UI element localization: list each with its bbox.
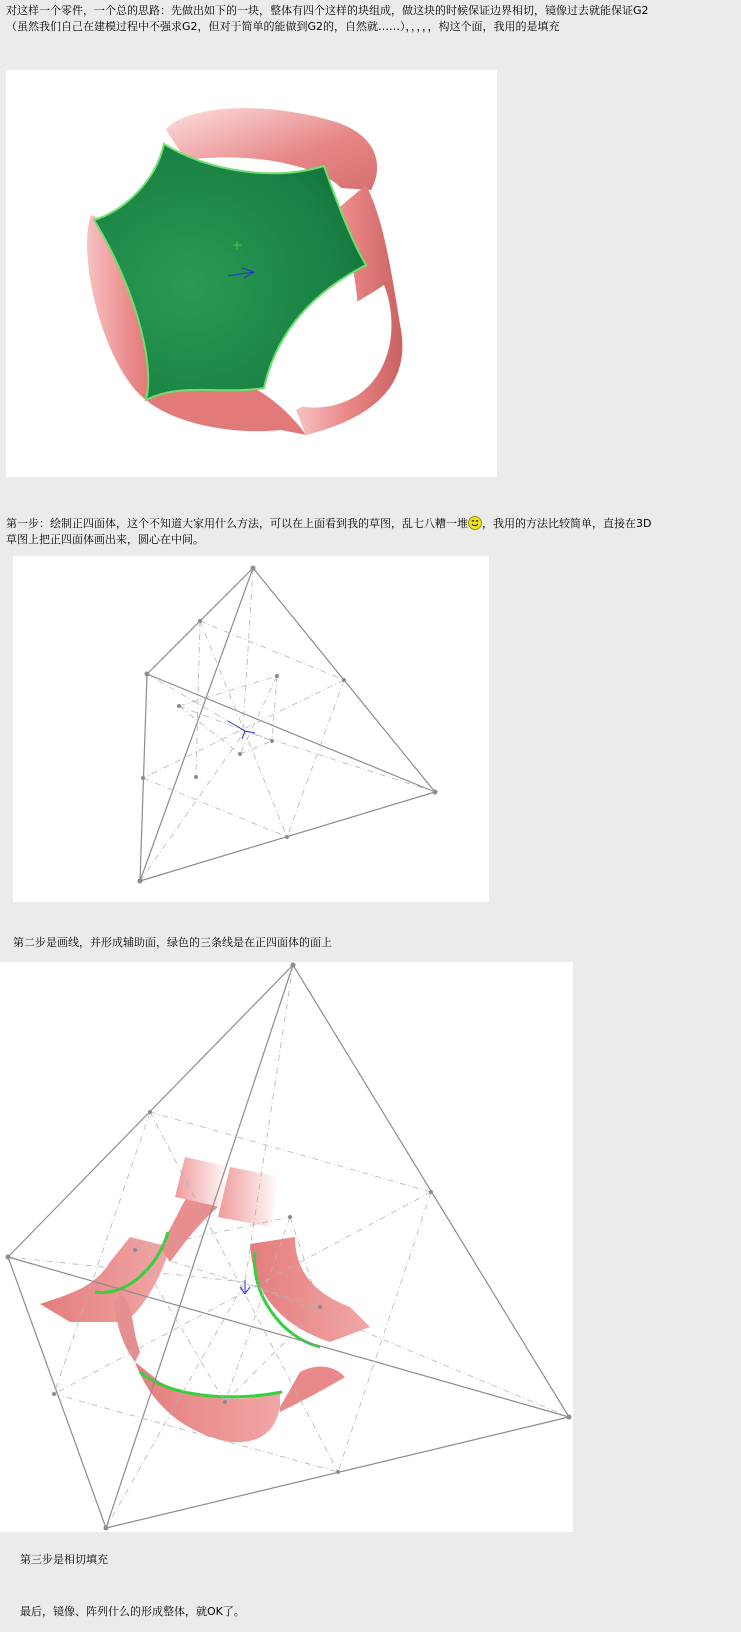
step1-text-b: ，我用的方法比较简单，直接在3D: [482, 517, 652, 530]
intro-line-1: 对这样一个零件，一个总的思路：先做出如下的一块，整体有四个这样的块组成，做这块的时候保证边界相切，镜像过去就能保证G2: [6, 4, 649, 17]
step1-line-1: [6, 516, 651, 532]
step1-text-a: 第一步：绘制正四面体，这个不知道大家用什么方法，可以在上面看到我的草图，乱七八糟一堆: [6, 517, 468, 530]
axis-triad-icon: [228, 721, 255, 739]
smiley-emoji-icon: [468, 516, 482, 530]
figure-tetrahedron-sketch: [13, 556, 489, 902]
step2-line: 第二步是画线，并形成辅助面，绿色的三条线是在正四面体的面上: [13, 936, 332, 949]
final-line: 最后，镜像、阵列什么的形成整体，就OK了。: [20, 1605, 245, 1618]
intro-line-2: （虽然我们自己在建模过程中不强求G2，但对于简单的能做到G2的，自然就……），，，，，构这个面，我用的是填充: [6, 20, 560, 33]
step3-line: 第三步是相切填充: [20, 1553, 108, 1566]
figure-part-render: [6, 70, 497, 477]
step1-line-2: 草图上把正四面体画出来，圆心在中间。: [6, 533, 204, 546]
figure-auxiliary-surfaces: [0, 962, 573, 1532]
